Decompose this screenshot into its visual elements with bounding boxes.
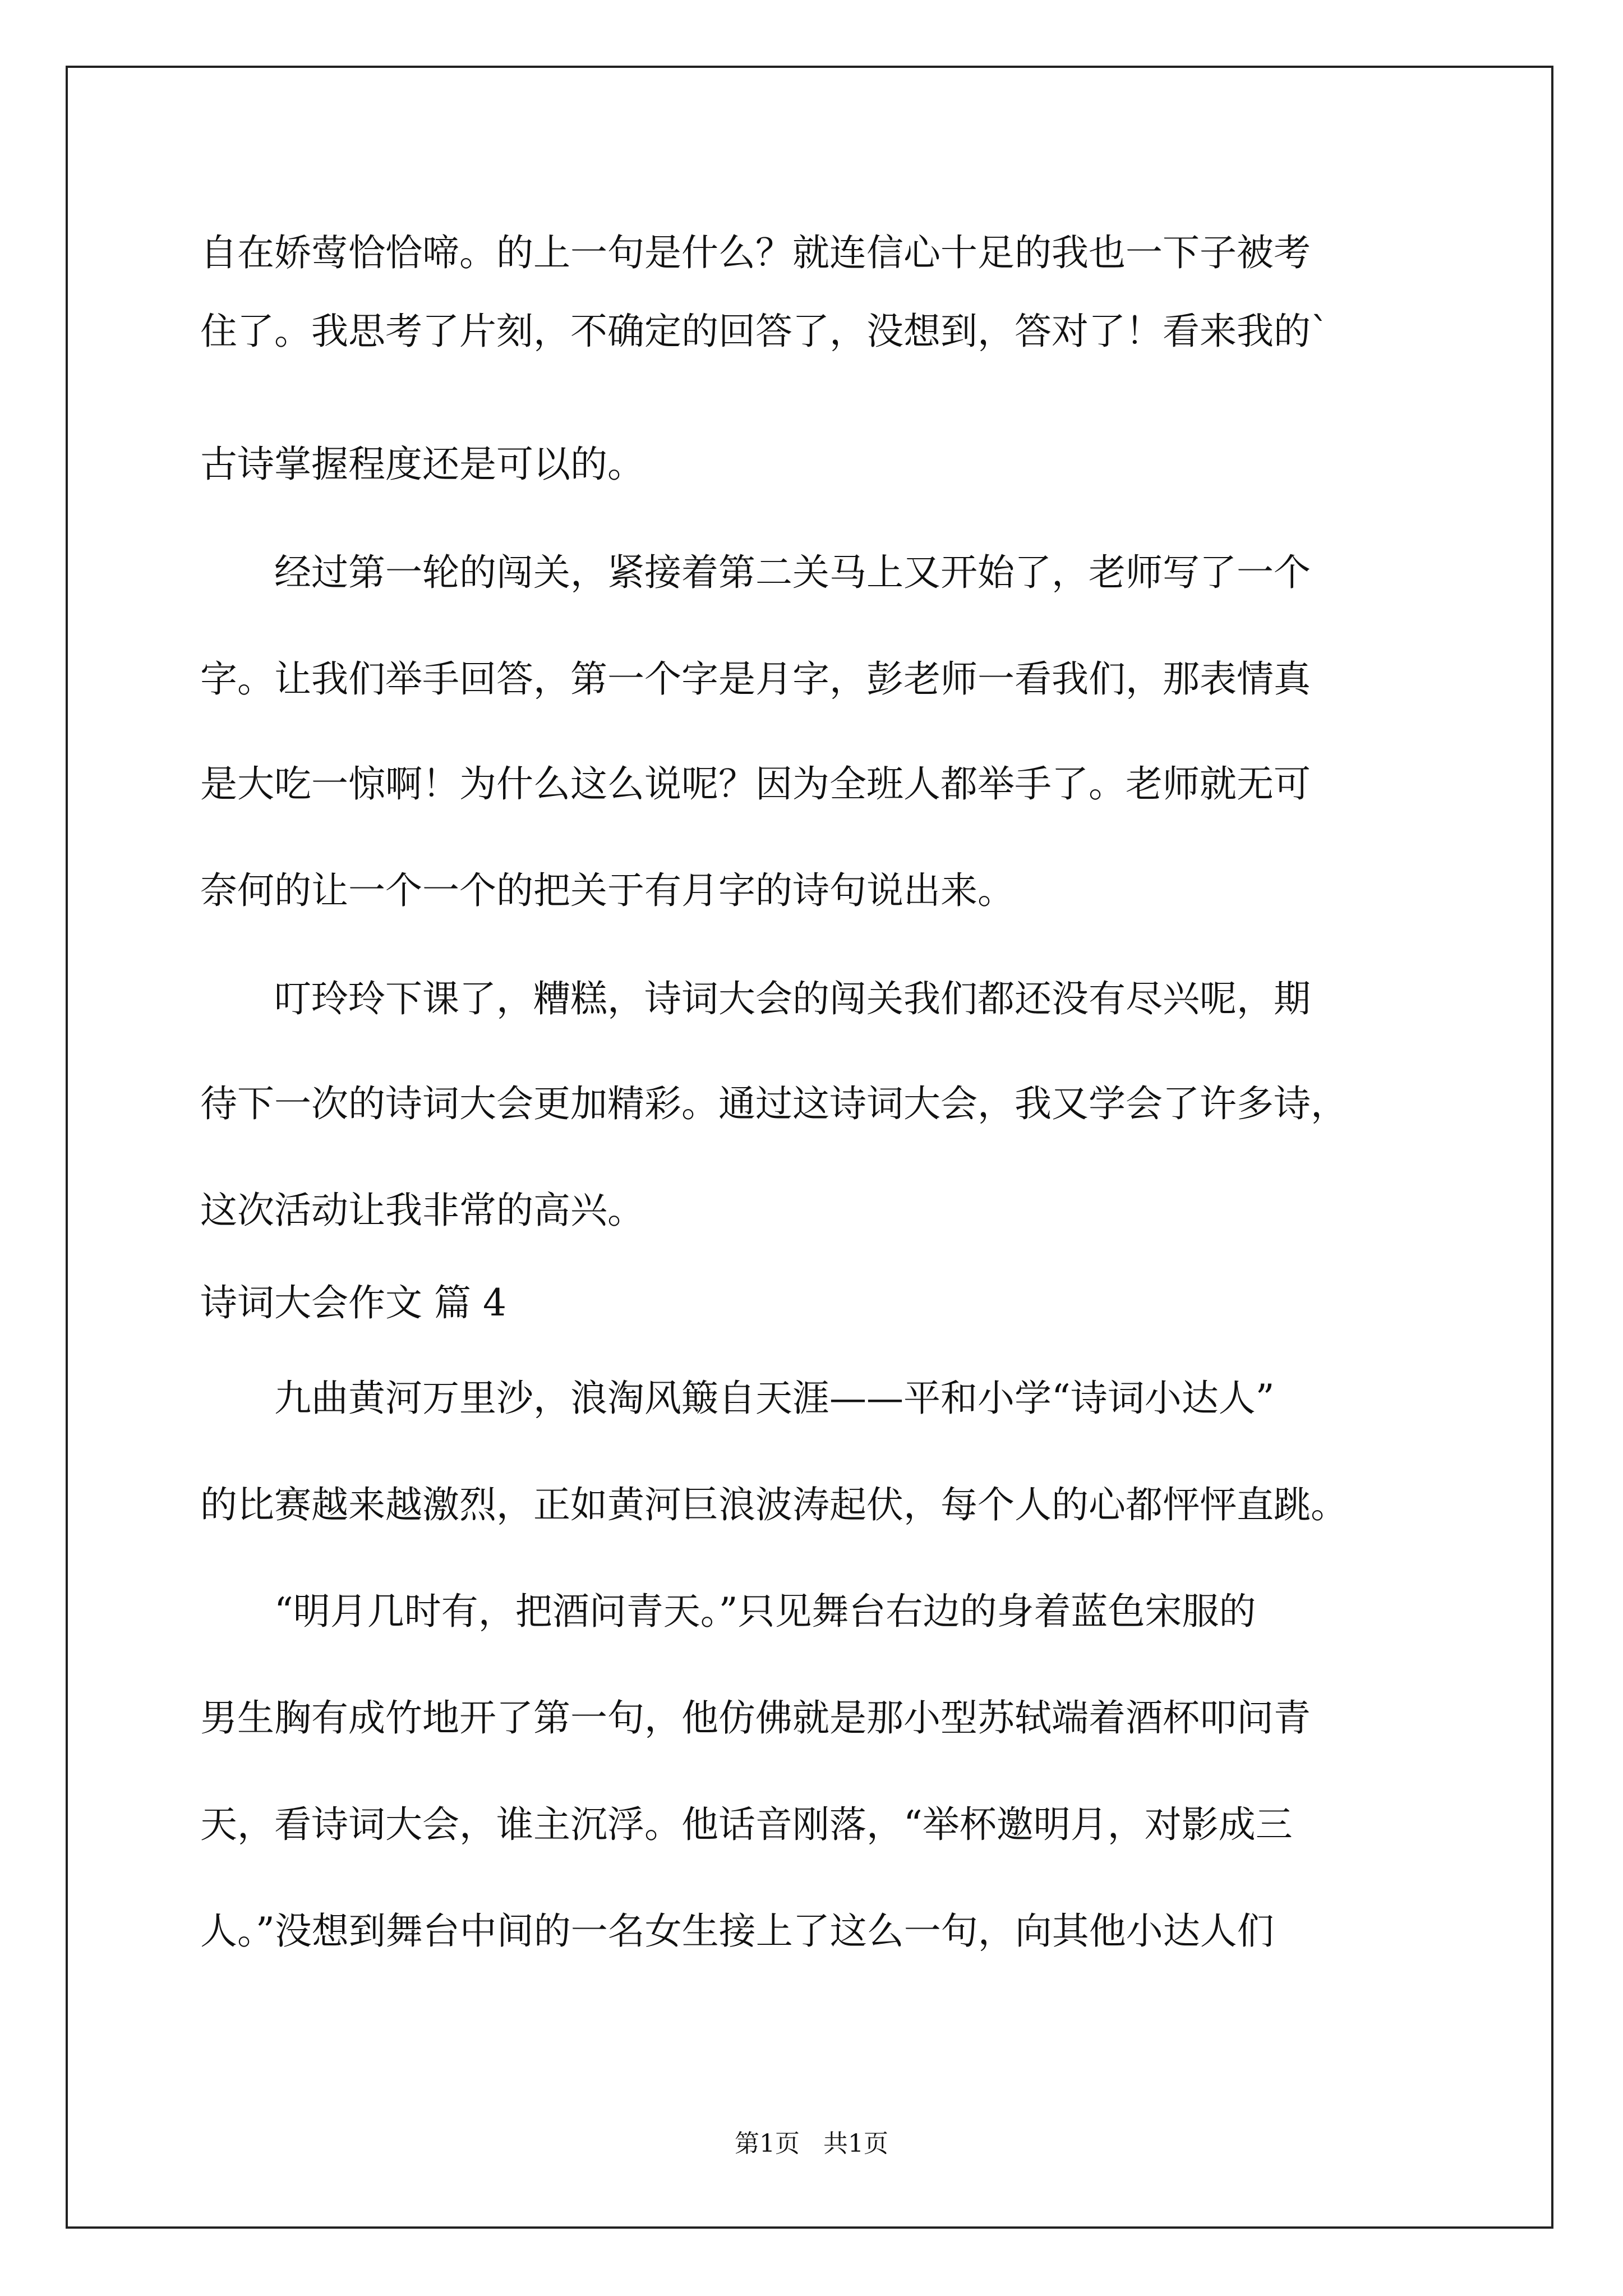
text-line: 住了。我思考了片刻，不确定的回答了，没想到，答对了！看来我的` (200, 310, 1329, 353)
page-footer: 第1页 共1页 (735, 2129, 888, 2158)
page-border (66, 66, 1553, 2229)
text-line: 男生胸有成竹地开了第一句，他仿佛就是那小型苏轼端着酒杯叩问青 (200, 1696, 1311, 1740)
text-line: 叮玲玲下课了，糟糕，诗词大会的闯关我们都还没有尽兴呢，期 (200, 977, 1311, 1020)
text-line: 经过第一轮的闯关，紧接着第二关马上又开始了，老师写了一个 (200, 551, 1311, 594)
text-line: 天，看诗词大会，谁主沉浮。他话音刚落，“举杯邀明月，对影成三 (200, 1803, 1293, 1846)
text-line: 奈何的让一个一个的把关于有月字的诗句说出来。 (200, 869, 1015, 912)
text-line: 是大吃一惊啊！为什么这么说呢？因为全班人都举手了。老师就无可 (200, 762, 1311, 806)
section-heading: 诗词大会作文 篇 4 (200, 1281, 506, 1324)
text-line: 自在娇莺恰恰啼。的上一句是什么？就连信心十足的我也一下子被考 (200, 231, 1311, 274)
text-line: 古诗掌握程度还是可以的。 (200, 443, 644, 486)
text-line: 这次活动让我非常的高兴。 (200, 1189, 644, 1232)
text-line: 待下一次的诗词大会更加精彩。通过这诗词大会，我又学会了许多诗， (200, 1082, 1348, 1125)
text-line: 人。”没想到舞台中间的一名女生接上了这么一句，向其他小达人们 (200, 1910, 1274, 1953)
text-line: 字。让我们举手回答，第一个字是月字，彭老师一看我们，那表情真 (200, 657, 1311, 701)
text-line: 九曲黄河万里沙，浪淘风簸自天涯——平和小学“诗词小达人” (200, 1377, 1275, 1420)
text-line: 的比赛越来越激烈，正如黄河巨浪波涛起伏，每个人的心都怦怦直跳。 (200, 1483, 1348, 1526)
text-line: “明月几时有，把酒问青天。”只见舞台右边的身着蓝色宋服的 (200, 1590, 1256, 1633)
